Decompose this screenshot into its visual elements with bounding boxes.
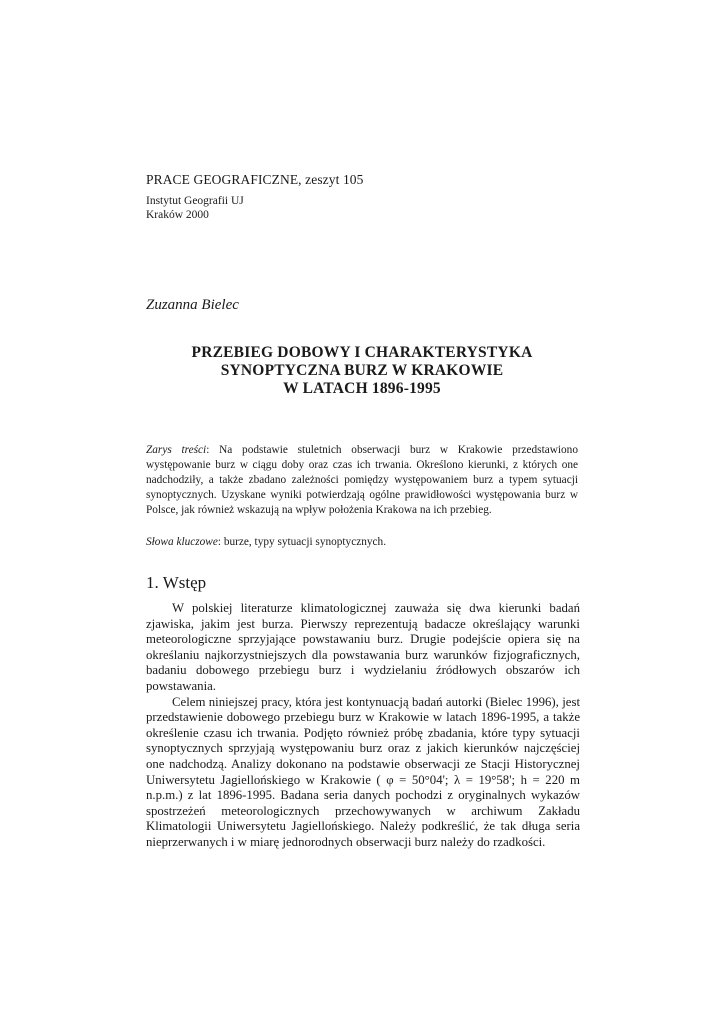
- journal-series: PRACE GEOGRAFICZNE, zeszyt 105: [146, 172, 364, 187]
- place-year: Kraków 2000: [146, 209, 209, 221]
- paragraph: W polskiej literaturze klimatologicznej zauważa się dwa kierunki badań zjawiska, jakim jest burza. Pierwszy reprezentują badacze określający warunki meteorologiczne sprzyjające powstawaniu burz. Drugie podejście opiera się na określaniu najkorzystniejszych dla powstawania burz warunków fizjograficznych, badaniu dobowego przebiegu burz i wydzielaniu źródłowych obszarów ich powstawania.: [146, 601, 580, 693]
- section-body: [146, 601, 580, 851]
- institute-name: Instytut Geografii UJ: [146, 195, 244, 207]
- title-line-2: SYNOPTYCZNA BURZ W KRAKOWIE: [220, 362, 504, 379]
- keywords-text: : burze, typy sytuacji synoptycznych.: [217, 536, 387, 548]
- paper-title: [146, 344, 578, 398]
- abstract-text: : Na podstawie stuletnich obserwacji burz w Krakowie przedstawiono występowanie burz w ciągu doby oraz czas ich trwania. Określono kierunki, z których one nadchodziły, a także zbadano zależności pomiędzy występowaniem burz a typem sytuacji synoptycznych. Uzyskane wyniki potwierdzają ogólne prawidłowości występowania burz w Polsce, jak również wskazują na wpływ położenia Krakowa na ich przebieg.: [146, 444, 578, 516]
- author-name: Zuzanna Bielec: [146, 297, 239, 313]
- title-line-3: W LATACH 1896-1995: [283, 380, 441, 397]
- keywords-label: Słowa kluczowe: [146, 536, 218, 548]
- keywords: [146, 535, 578, 549]
- section-heading: 1. Wstęp: [146, 573, 207, 592]
- title-line-1: PRZEBIEG DOBOWY I CHARAKTERYSTYKA: [191, 344, 533, 361]
- abstract-label: Zarys treści: [146, 444, 207, 456]
- abstract: [146, 443, 578, 518]
- publisher-info: [146, 194, 244, 222]
- paragraph: Celem niniejszej pracy, która jest kontynuacją badań autorki (Bielec 1996), jest przedstawienie dobowego przebiegu burz w Krakowie w latach 1896-1995, a także określenie czasu ich trwania. Podjęto również próbę zbadania, które typy sytuacji synoptycznych sprzyjają występowaniu burz oraz z jakich kierunków najczęściej one nadchodzą. Analizy dokonano na podstawie obserwacji ze Stacji Historycznej Uniwersytetu Jagiellońskiego w Krakowie ( φ = 50°04'; λ = 19°58'; h = 220 m n.p.m.) z lat 1896-1995. Badana seria danych pochodzi z oryginalnych wykazów spostrzeżeń meteorologicznych przechowywanych w archiwum Zakładu Klimatologii Uniwersytetu Jagiellońskiego. Należy podkreślić, że tak długa seria nieprzerwanych i w miarę jednorodnych obserwacji burz należy do rzadkości.: [146, 694, 580, 849]
